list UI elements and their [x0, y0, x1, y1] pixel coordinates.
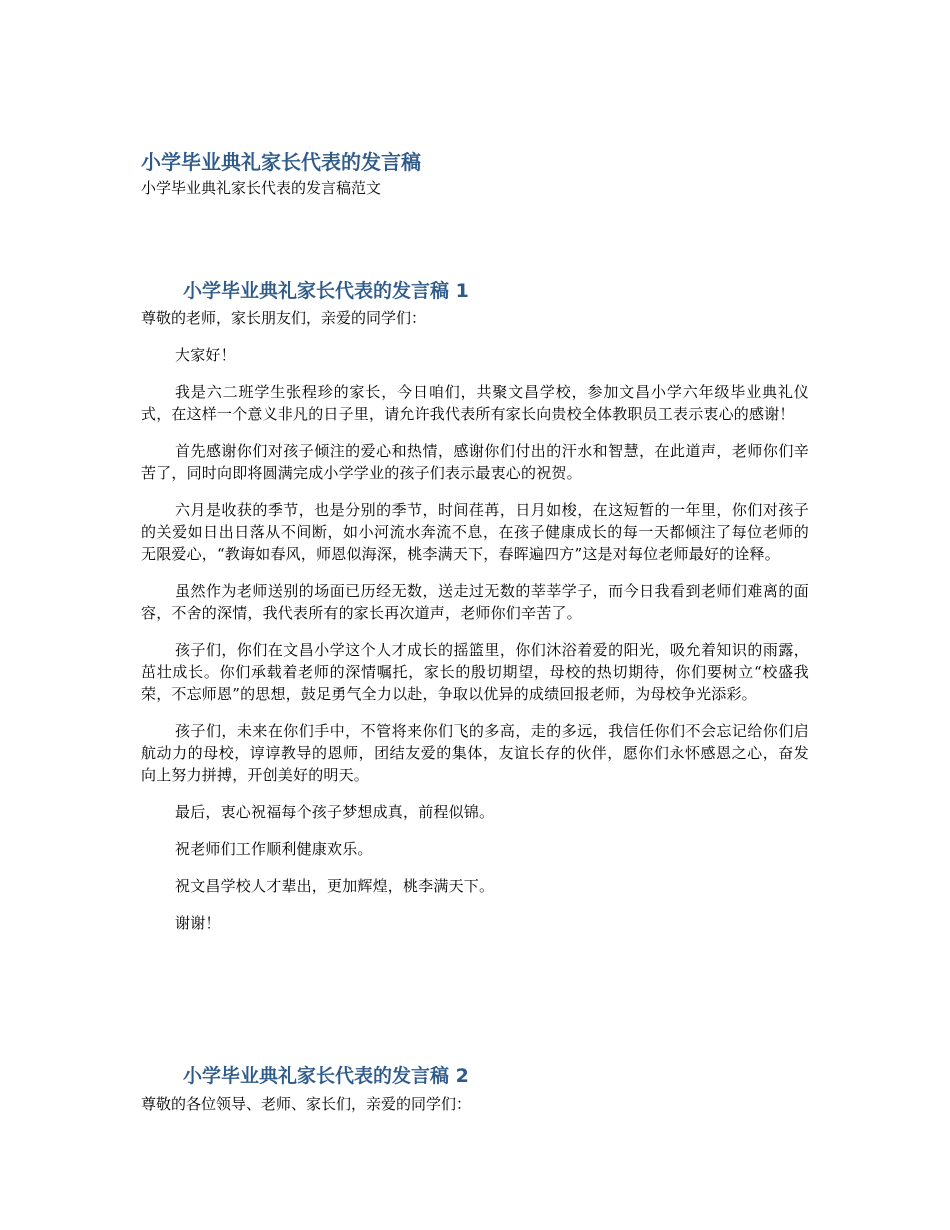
paragraph: 孩子们，你们在文昌小学这个人才成长的摇篮里，你们沐浴着爱的阳光，吸允着知识的雨露，茁壮成长。你们承载着老师的深情嘱托，家长的殷切期望，母校的热切期待，你们要树立“校盛我荣，不忘师恩”的思想，鼓足勇气全力以赴，争取以优异的成绩回报老师，为母校争光添彩。 — [141, 641, 809, 703]
paragraph: 孩子们，未来在你们手中，不管将来你们飞的多高，走的多远，我信任你们不会忘记给你们启航动力的母校，谆谆教导的恩师，团结友爱的集体，友谊长存的伙伴，愿你们永怀感恩之心，奋发向上努力拼搏，开创美好的明天。 — [141, 722, 809, 784]
paragraph: 我是六二班学生张程珍的家长，今日咱们，共聚文昌学校，参加文昌小学六年级毕业典礼仪式，在这样一个意义非凡的日子里，请允许我代表所有家长向贵校全体教职员工表示衷心的感谢！ — [141, 383, 809, 423]
section-2-heading: 小学毕业典礼家长代表的发言稿 2 — [183, 1065, 469, 1087]
section-1-heading: 小学毕业典礼家长代表的发言稿 1 — [183, 280, 469, 302]
paragraph: 最后，衷心祝福每个孩子梦想成真，前程似锦。 — [175, 803, 495, 821]
paragraph: 祝老师们工作顺利健康欢乐。 — [175, 840, 373, 858]
document-title: 小学毕业典礼家长代表的发言稿 — [141, 150, 421, 174]
section-2-greeting: 尊敬的各位领导、老师、家长们，亲爱的同学们： — [141, 1095, 472, 1113]
paragraph: 谢谢！ — [175, 914, 221, 932]
paragraph: 首先感谢你们对孩子倾注的爱心和热情，感谢你们付出的汗水和智慧，在此道声，老师你们辛苦了，同时向即将圆满完成小学学业的孩子们表示最衷心的祝贺。 — [141, 442, 809, 482]
paragraph: 六月是收获的季节，也是分别的季节，时间荏苒，日月如梭，在这短暂的一年里，你们对孩子的关爱如日出日落从不间断，如小河流水奔流不息，在孩子健康成长的每一天都倾注了每位老师的无限爱心，“教诲如春风，师恩似海深，桃李满天下，春晖遍四方”这是对每位老师最好的诠释。 — [141, 501, 809, 563]
document-subtitle: 小学毕业典礼家长代表的发言稿范文 — [141, 179, 382, 197]
paragraph: 大家好！ — [175, 346, 236, 364]
section-1-greeting: 尊敬的老师，家长朋友们，亲爱的同学们： — [141, 309, 427, 327]
section-1-body — [141, 344, 809, 949]
paragraph: 祝文昌学校人才辈出，更加辉煌，桃李满天下。 — [175, 877, 495, 895]
paragraph: 虽然作为老师送别的场面已历经无数，送走过无数的莘莘学子，而今日我看到老师们难离的面容，不舍的深情，我代表所有的家长再次道声，老师你们辛苦了。 — [141, 582, 809, 622]
